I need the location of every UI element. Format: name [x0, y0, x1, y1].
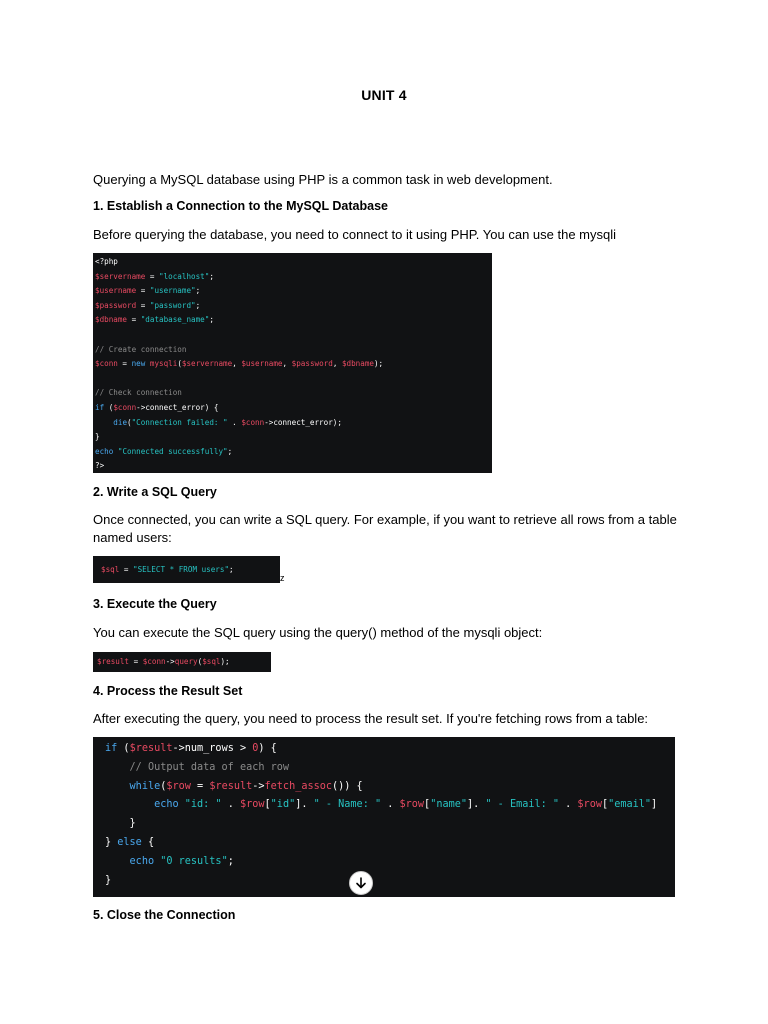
code-token: "Connected successfully" [117, 446, 228, 456]
code-token: echo [95, 446, 114, 456]
code-token [105, 781, 130, 792]
code-line [95, 401, 492, 416]
code-token: new [131, 359, 150, 369]
code-token: } [105, 836, 118, 848]
section-3-heading: 3. Execute the Query [93, 597, 217, 611]
code-line [95, 430, 492, 445]
code-token: } [95, 432, 100, 442]
code-token: , [332, 359, 342, 369]
code-token: "password" [149, 300, 196, 310]
code-token: $row [577, 799, 602, 811]
code-token: $dbname [95, 315, 128, 325]
code-line [105, 815, 675, 834]
code-token: ()) { [332, 780, 363, 792]
code-line [95, 459, 492, 473]
code-token: fetch_assoc [264, 780, 332, 792]
code-token: = [136, 286, 150, 296]
code-line [95, 313, 492, 328]
code-line [105, 834, 675, 853]
code-token: ] [651, 799, 658, 811]
section-2-heading: 2. Write a SQL Query [93, 485, 217, 499]
code-token: $sql [101, 565, 120, 574]
code-line [95, 299, 492, 314]
code-token: ; [195, 300, 201, 310]
code-line [105, 872, 675, 891]
code-token: $username [95, 286, 137, 296]
code-line [95, 372, 492, 387]
code-token: " - Email: " [485, 799, 560, 811]
code-token: ; [209, 271, 214, 281]
code-token: -> [165, 657, 175, 666]
code-token: $conn [113, 402, 137, 412]
code-token: $result [129, 743, 173, 754]
code-token: $password [95, 300, 137, 310]
code-token: = [129, 657, 143, 666]
code-token: ( [127, 417, 132, 427]
code-token: , [232, 359, 242, 369]
code-line [105, 759, 675, 778]
code-token: . [559, 799, 578, 811]
code-token: ; [227, 855, 234, 867]
code-token: $row [399, 799, 425, 811]
code-token: ); [373, 359, 384, 369]
code-token: = [190, 780, 210, 792]
code-token: } [105, 874, 112, 886]
code-token: , [282, 359, 292, 369]
code-line [97, 652, 271, 672]
code-token: "name" [430, 799, 467, 811]
code-token: // Output data of each row [129, 761, 290, 773]
code-token: ( [160, 780, 167, 792]
arrow-down-icon [354, 876, 368, 890]
code-token: $result [97, 657, 130, 666]
code-token: $servername [95, 271, 146, 281]
code-token: <?php [95, 257, 118, 266]
code-token: = [117, 359, 132, 369]
code-token: echo [154, 799, 179, 811]
code-block-results [93, 737, 675, 897]
code-token: [ [424, 799, 431, 811]
code-token: . [227, 417, 242, 427]
section-1-heading: 1. Establish a Connection to the MySQL Database [93, 199, 388, 213]
code-token: // Create connection [95, 344, 187, 354]
code-token: $sql [202, 657, 221, 666]
code-token: "username" [149, 286, 196, 296]
code-token: ) { [258, 743, 277, 754]
code-line [105, 740, 675, 759]
code-line [95, 343, 492, 358]
code-token [105, 762, 130, 773]
code-token: ->connect_error); [264, 417, 342, 427]
code-token: [ [264, 799, 271, 811]
code-token: $username [241, 359, 283, 369]
code-token: ( [177, 359, 182, 369]
code-token: "Connection failed: " [131, 417, 228, 427]
code-token: $conn [95, 359, 118, 369]
code-token: { [141, 836, 155, 848]
code-token: ; [195, 286, 201, 296]
code-line [95, 357, 492, 372]
code-token: ->connect_error) { [136, 402, 219, 412]
code-token: -> [252, 780, 265, 792]
code-token: else [117, 836, 142, 848]
code-token: // Check connection [95, 388, 182, 398]
code-token: ?> [95, 461, 105, 471]
code-token: "database_name" [140, 315, 210, 325]
code-token: $dbname [341, 359, 374, 369]
code-line [105, 853, 675, 872]
code-token: ); [220, 657, 230, 666]
code-token: 0 [252, 743, 259, 754]
code-token: = [136, 300, 150, 310]
code-token: ; [227, 446, 233, 456]
code-token: if [105, 743, 118, 754]
code-token: "localhost" [159, 271, 210, 281]
code-token [105, 799, 154, 810]
code-token: ; [209, 315, 214, 325]
section-1-text: Before querying the database, you need to connect to it using PHP. You can use the mysqli [93, 227, 617, 242]
code-token: "id" [270, 799, 296, 811]
code-token: die [113, 417, 128, 427]
section-3-text: You can execute the SQL query using the query() method of the mysqli object: [93, 625, 543, 640]
code-token: echo [129, 855, 155, 867]
code-block-sql [93, 556, 280, 583]
code-token: ( [197, 657, 203, 666]
code-line [95, 328, 492, 343]
code-token: "SELECT * FROM users" [133, 565, 230, 574]
page-title: UNIT 4 [361, 87, 407, 103]
code-token: "0 results" [160, 855, 228, 867]
code-block-execute [93, 652, 271, 672]
section-5-heading: 5. Close the Connection [93, 908, 236, 922]
code-token: ( [117, 743, 130, 754]
code-token: $row [239, 799, 265, 811]
code-token: $servername [181, 359, 233, 369]
section-4-text: After executing the query, you need to process the result set. If you're fetching rows from a table: [93, 711, 649, 726]
code-token: " - Name: " [313, 799, 382, 811]
code-line [95, 445, 492, 460]
code-token [105, 856, 130, 867]
code-token: ; [229, 565, 234, 574]
code-token: [ [601, 799, 609, 811]
code-token: = [127, 315, 141, 325]
code-token: $row [166, 780, 191, 792]
section-4-heading: 4. Process the Result Set [93, 684, 243, 698]
code-token: mysqli [149, 359, 178, 369]
code-token: ]. [467, 799, 486, 811]
code-token [95, 418, 113, 427]
code-token: $result [209, 780, 253, 792]
code-line [95, 284, 492, 299]
code-token: $conn [142, 657, 166, 666]
code-line [101, 556, 280, 583]
code-line [105, 778, 675, 797]
code-token: ->num_rows > [172, 743, 253, 754]
code-line [95, 386, 492, 401]
code-token: if [95, 402, 105, 412]
code-token: while [129, 780, 161, 792]
section-2-text: Once connected, you can write a SQL query. For example, if you want to retrieve all rows from a table named users: [93, 512, 677, 545]
code-token: ( [104, 402, 114, 412]
code-token: ]. [295, 799, 314, 811]
scroll-down-button[interactable] [349, 871, 373, 895]
code-token: "id: " [184, 799, 222, 811]
code-token: } [105, 818, 136, 830]
code-token: "email" [608, 799, 652, 811]
code-token: . [221, 799, 240, 811]
code-token: . [381, 799, 400, 811]
code-line [95, 270, 492, 285]
code-line [95, 416, 492, 431]
intro-paragraph: Querying a MySQL database using PHP is a common task in web development. [93, 172, 553, 187]
code-line [105, 796, 675, 815]
code-token: $conn [241, 417, 265, 427]
code-token: = [145, 271, 160, 281]
code-token: query [174, 657, 198, 666]
code-token: = [119, 565, 134, 574]
code-block-connection [93, 253, 492, 473]
code-line [95, 255, 492, 270]
code-token: $password [291, 359, 333, 369]
stray-character: z [280, 573, 285, 583]
